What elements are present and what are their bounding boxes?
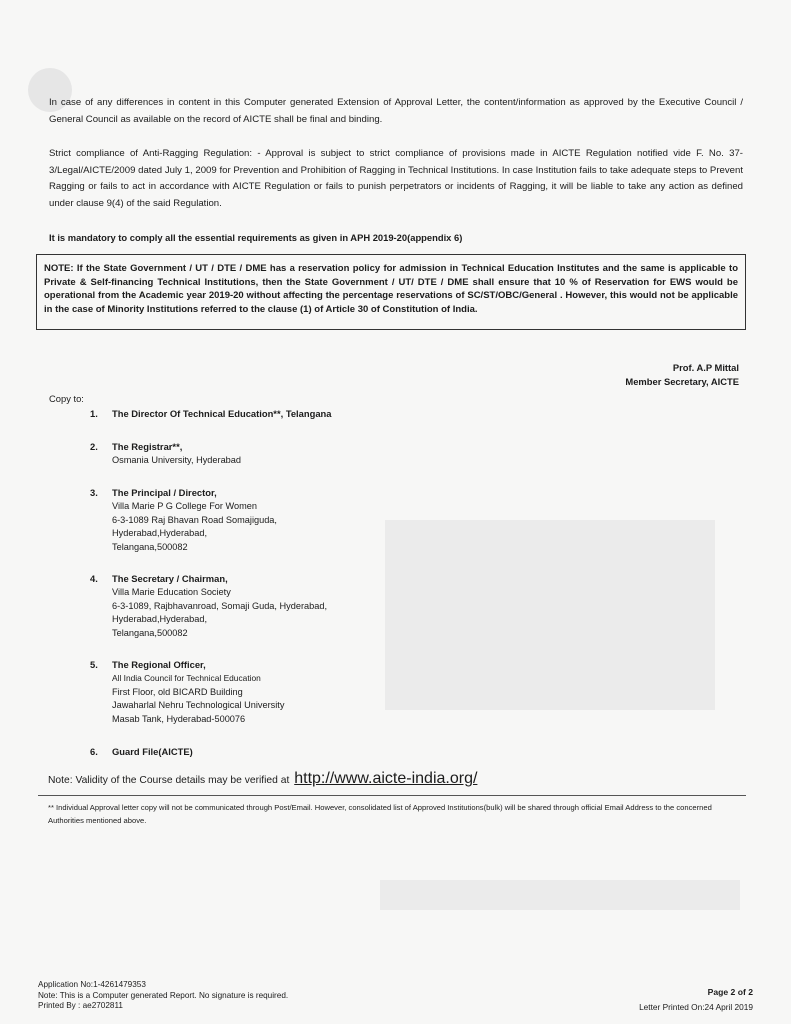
bleed-through-table-row bbox=[380, 880, 740, 910]
recipient-title: The Regional Officer, bbox=[112, 659, 206, 670]
validity-text: Note: Validity of the Course details may be verified at bbox=[48, 775, 290, 786]
copy-to-label: Copy to: bbox=[49, 393, 84, 404]
anti-ragging-paragraph: Strict compliance of Anti-Ragging Regulation: - Approval is subject to strict compliance of provisions made in AICTE Regulation notified vide F. No. 37-3/Legal/AICTE/2009 dated July 1, 2009 for Prevention and Prohibition of Ragging in Technical Institutions. In case Institution fails to take adequate steps to Prevent Ragging or fails to act in accordance with AICTE Regulation or fails to punish perpetrators or incidents of Ragging, it will be liable to take any action as defined under clause 9(4) of the said Regulation. bbox=[49, 148, 743, 209]
recipient-address-line: Telangana,500082 bbox=[112, 542, 188, 553]
recipient-title: The Secretary / Chairman, bbox=[112, 573, 228, 584]
recipient-address-line: Hyderabad,Hyderabad, bbox=[112, 528, 207, 539]
copy-to-item bbox=[90, 486, 277, 555]
validity-note bbox=[48, 770, 477, 788]
footnote: ** Individual Approval letter copy will not be communicated through Post/Email. However, consolidated list of Approved Institutions(bulk) will be shared through official Email Address to the concerned Authorities mentioned above. bbox=[48, 803, 712, 825]
copy-to-item bbox=[90, 572, 327, 641]
item-number: 5. bbox=[90, 659, 98, 670]
computer-generated-note: Note: This is a Computer generated Report. No signature is required. bbox=[38, 990, 289, 1000]
copy-to-item bbox=[90, 745, 193, 759]
recipient-address-line: Masab Tank, Hyderabad-500076 bbox=[112, 714, 246, 725]
recipient-address-line: 6-3-1089 Raj Bhavan Road Somajiguda, bbox=[112, 514, 277, 525]
signatory-designation: Member Secretary, AICTE bbox=[625, 375, 739, 387]
recipient-title: The Registrar**, bbox=[112, 441, 183, 452]
signatory-name: Prof. A.P Mittal bbox=[672, 362, 739, 373]
footer-info bbox=[38, 980, 288, 1012]
page-number: Page 2 of 2 bbox=[707, 987, 753, 997]
recipient-title: Guard File(AICTE) bbox=[112, 746, 193, 757]
recipient-address-line: 6-3-1089, Rajbhavanroad, Somaji Guda, Hyderabad, bbox=[112, 600, 328, 611]
aicte-website-link[interactable]: http://www.aicte-india.org/ bbox=[294, 770, 478, 787]
recipient-title: The Principal / Director, bbox=[112, 487, 217, 498]
recipient-address-line: Hyderabad,Hyderabad, bbox=[112, 614, 207, 625]
recipient-address-line: Villa Marie P G College For Women bbox=[112, 500, 258, 511]
item-number: 4. bbox=[90, 573, 98, 584]
bleed-through-table bbox=[385, 520, 715, 710]
ews-reservation-note: NOTE: If the State Government / UT / DTE / DME has a reservation policy for admission in Technical Education Institutes and the same is applicable to Private & Self-financing Technical Institutions, then the State Government / UT/ DTE / DME shall ensure that 10 % of Reservation for EWS would be operational from the Academic year 2019-20 without affecting the percentage reservations of SC/ST/OBC/General . However, this would not be applicable in the case of Minority Institutions referred to the clause (1) of Article 30 of Constitution of India. bbox=[36, 254, 746, 330]
item-number: 3. bbox=[90, 487, 98, 498]
copy-to-item bbox=[90, 407, 332, 421]
recipient-title: The Director Of Technical Education**, Telangana bbox=[112, 408, 332, 419]
recipient-address-line: Telangana,500082 bbox=[112, 628, 188, 639]
recipient-address-line: Jawaharlal Nehru Technological University bbox=[112, 700, 285, 711]
application-number: Application No:1-4261479353 bbox=[38, 980, 146, 989]
recipient-address-line: Villa Marie Education Society bbox=[112, 586, 231, 597]
recipient-address-line: Osmania University, Hyderabad bbox=[112, 454, 242, 465]
differences-paragraph: In case of any differences in content in this Computer generated Extension of Approval Letter, the content/information as approved by the Executive Council / General Council as available on the record of AICTE shall be final and binding. bbox=[49, 97, 743, 125]
recipient-address-line: First Floor, old BICARD Building bbox=[112, 686, 243, 697]
item-number: 1. bbox=[90, 408, 98, 419]
mandatory-requirements: It is mandatory to comply all the essential requirements as given in APH 2019-20(appendix 6) bbox=[49, 232, 463, 243]
printed-by: Printed By : ae2702811 bbox=[38, 1001, 123, 1011]
item-number: 6. bbox=[90, 746, 98, 757]
item-number: 2. bbox=[90, 441, 98, 452]
copy-to-item bbox=[90, 440, 241, 468]
recipient-address-line: All India Council for Technical Education bbox=[112, 672, 261, 683]
signature-block bbox=[625, 361, 739, 388]
letter-printed-date: Letter Printed On:24 April 2019 bbox=[639, 1002, 753, 1012]
copy-to-item bbox=[90, 658, 284, 727]
divider-line bbox=[38, 795, 746, 796]
